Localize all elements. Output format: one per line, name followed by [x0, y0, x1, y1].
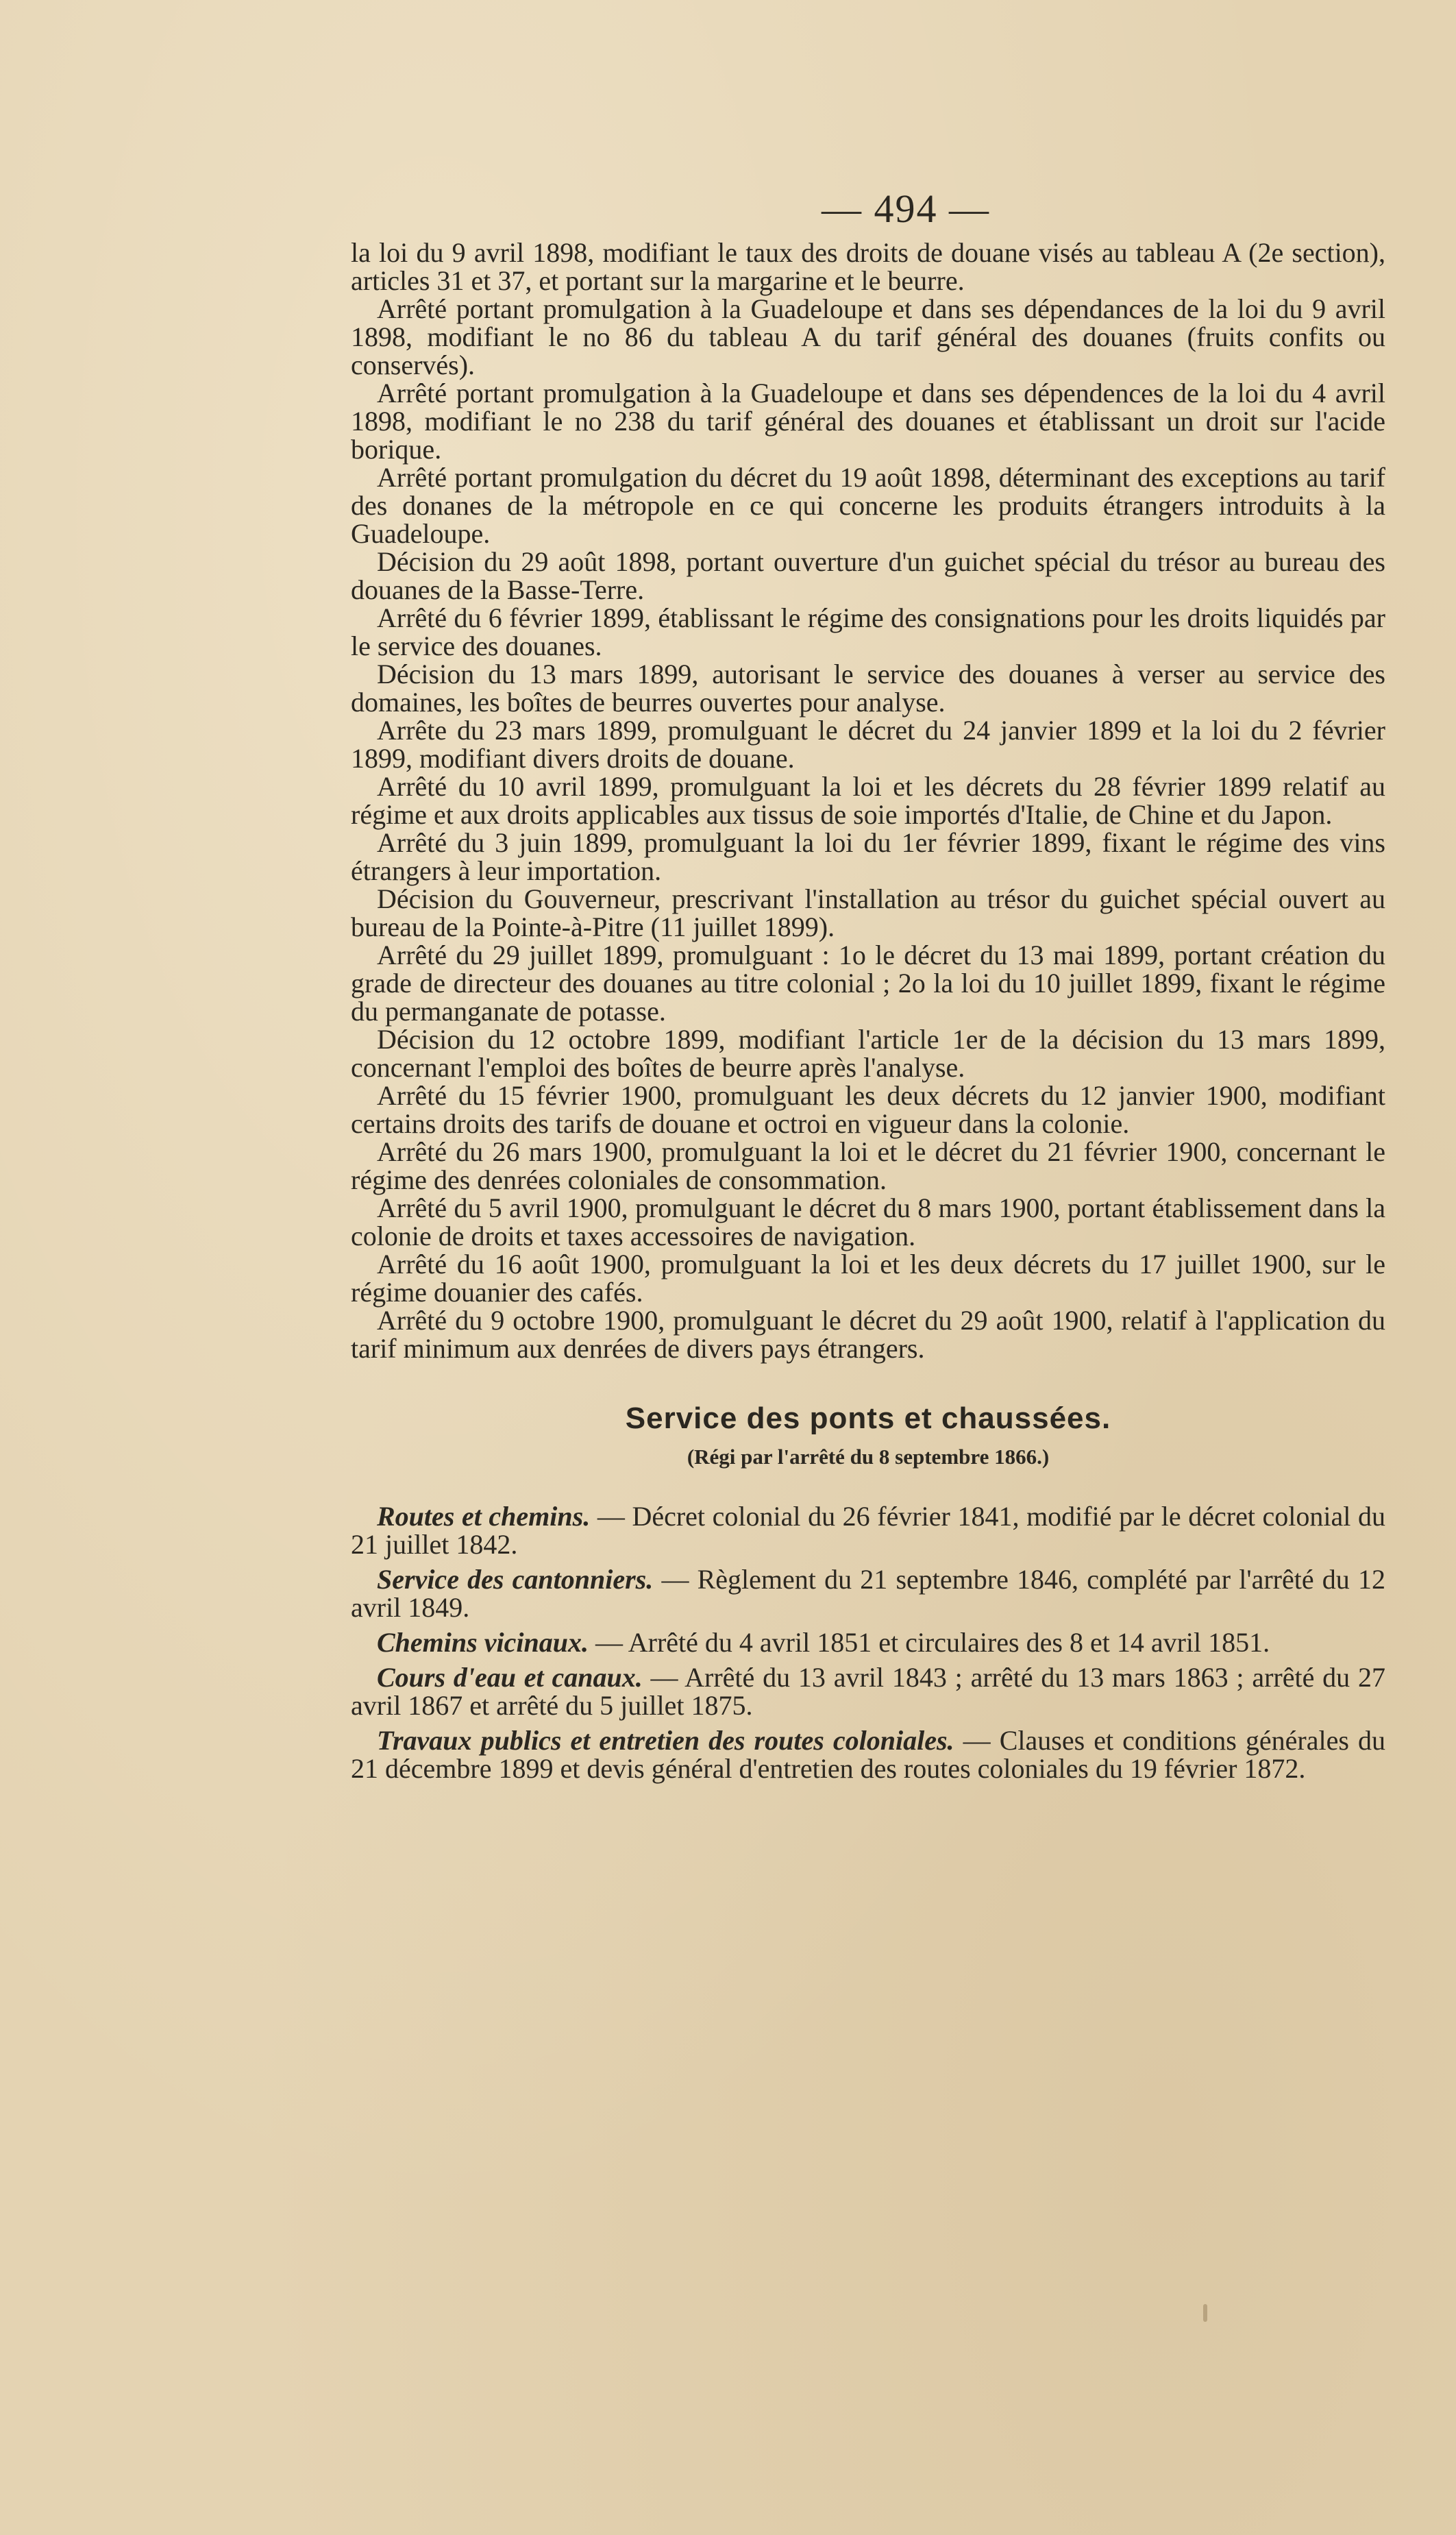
entry-title: Service des cantonniers. — [377, 1564, 654, 1595]
text-column — [351, 185, 1385, 1789]
section-entry — [351, 1628, 1385, 1656]
paragraph: la loi du 9 avril 1898, modifiant le taux des droits de douane visés au tableau A (2e section), articles 31 et 37, et portant sur la margarine et le beurre. — [351, 237, 1385, 296]
section-entry — [351, 1502, 1385, 1558]
entry-title: Cours d'eau et canaux. — [377, 1662, 643, 1693]
paragraph: Arrêté du 26 mars 1900, promulguant la loi et le décret du 21 février 1900, concernant le régime des denrées coloniales de consommation. — [351, 1136, 1385, 1195]
paragraph: Arrêté du 6 février 1899, établissant le régime des consignations pour les droits liquidés par le service des douanes. — [351, 602, 1385, 661]
paragraph: Arrêté du 9 octobre 1900, promulguant le décret du 29 août 1900, relatif à l'application du tarif minimum aux denrées de divers pays étrangers. — [351, 1305, 1385, 1364]
paragraph: Arrêté portant promulgation à la Guadeloupe et dans ses dépendences de la loi du 4 avril 1898, modifiant le no 238 du tarif général des douanes et établissant un droit sur l'acide borique. — [351, 378, 1385, 465]
entry-title: Chemins vicinaux. — [377, 1627, 589, 1658]
entry-text: — Règlement du 21 septembre 1846, complété par l'arrêté du 12 avril 1849. — [351, 1564, 1385, 1623]
section-subheading: (Régi par l'arrêté du 8 septembre 1866.) — [687, 1445, 1050, 1469]
paragraph: Arrêté portant promulgation du décret du 19 août 1898, déterminant des exceptions au tarif des donanes de la métropole en ce qui concerne les produits étrangers introduits à la Guadeloupe. — [351, 462, 1385, 549]
entry-title: Travaux publics et entretien des routes coloniales. — [377, 1725, 954, 1756]
paragraph: Décision du 29 août 1898, portant ouverture d'un guichet spécial du trésor au bureau des douanes de la Basse-Terre. — [351, 546, 1385, 605]
section-heading: Service des ponts et chaussées. — [625, 1401, 1111, 1435]
paragraph: Arrêté du 29 juillet 1899, promulguant : 1o le décret du 13 mai 1899, portant création du grade de directeur des douanes au titre colonial ; 2o la loi du 10 juillet 1899, fixant le régime du permanganate de potasse. — [351, 940, 1385, 1027]
paragraph: Arrête du 23 mars 1899, promulguant le décret du 24 janvier 1899 et la loi du 2 février 1899, modifiant divers droits de douane. — [351, 715, 1385, 774]
paragraph: Décision du 12 octobre 1899, modifiant l'article 1er de la décision du 13 mars 1899, concernant l'emploi des boîtes de beurre après l'analyse. — [351, 1024, 1385, 1083]
paragraph: Arrêté du 10 avril 1899, promulguant la loi et les décrets du 28 février 1899 relatif au régime et aux droits applicables aux tissus de soie importés d'Italie, de Chine et du Japon. — [351, 771, 1385, 830]
page-number: — 494 — — [822, 186, 990, 231]
paragraph: Arrêté du 5 avril 1900, promulguant le décret du 8 mars 1900, portant établissement dans la colonie de droits et taxes accessoires de navigation. — [351, 1192, 1385, 1251]
paragraph: Décision du Gouverneur, prescrivant l'installation au trésor du guichet spécial ouvert au bureau de la Pointe-à-Pitre (11 juillet 1899). — [351, 883, 1385, 942]
paragraph: Arrêté du 16 août 1900, promulguant la loi et les deux décrets du 17 juillet 1900, sur le régime douanier des cafés. — [351, 1249, 1385, 1308]
section-entry — [351, 1726, 1385, 1783]
entry-title: Routes et chemins. — [377, 1501, 591, 1532]
entry-text: — Clauses et conditions générales du 21 décembre 1899 et devis général d'entretien des routes coloniales du 19 février 1872. — [351, 1725, 1385, 1784]
paragraph: Arrêté du 15 février 1900, promulguant les deux décrets du 12 janvier 1900, modifiant certains droits des tarifs de douane et octroi en vigueur dans la colonie. — [351, 1080, 1385, 1139]
entry-text: — Arrêté du 4 avril 1851 et circulaires des 8 et 14 avril 1851. — [588, 1627, 1270, 1658]
paper-speck — [1203, 2304, 1207, 2322]
section-entry — [351, 1565, 1385, 1621]
entry-text: — Arrêté du 13 avril 1843 ; arrêté du 13 mars 1863 ; arrêté du 27 avril 1867 et arrêté du 5 juillet 1875. — [351, 1662, 1385, 1721]
paragraph: Décision du 13 mars 1899, autorisant le service des douanes à verser au service des domaines, les boîtes de beurres ouvertes pour analyse. — [351, 659, 1385, 718]
paragraph: Arrêté du 3 juin 1899, promulguant la loi du 1er février 1899, fixant le régime des vins étrangers à leur importation. — [351, 827, 1385, 886]
section-entry — [351, 1663, 1385, 1719]
paragraph: Arrêté portant promulgation à la Guadeloupe et dans ses dépendances de la loi du 9 avril 1898, modifiant le no 86 du tableau A du tarif général des douanes (fruits confits ou conservés). — [351, 293, 1385, 380]
entry-text: — Décret colonial du 26 février 1841, modifié par le décret colonial du 21 juillet 1842. — [351, 1501, 1385, 1560]
